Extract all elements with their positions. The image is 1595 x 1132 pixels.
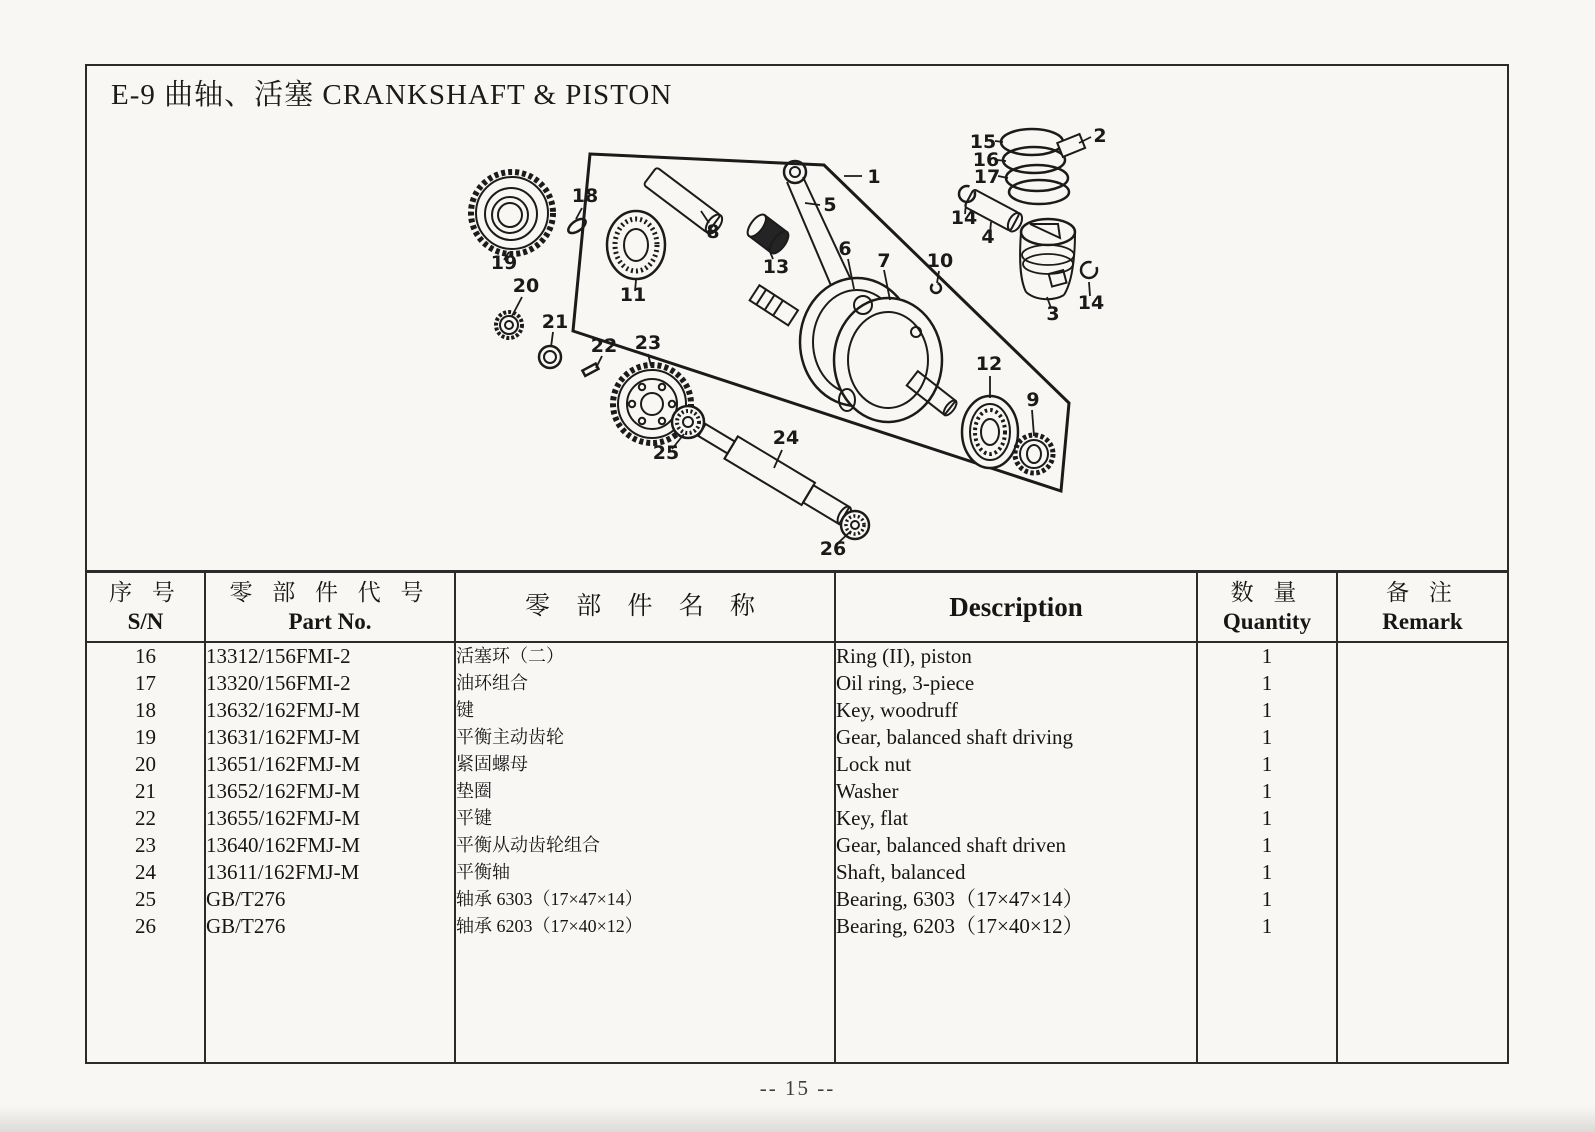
cell-part_no: 13631/162FMJ-M (205, 724, 455, 751)
bearing-12 (962, 396, 1018, 468)
cell-sn: 21 (87, 778, 205, 805)
callout-16: 16 (972, 149, 1000, 171)
cell-empty (835, 940, 1197, 1064)
piston-rings-15-16-17 (1001, 129, 1069, 204)
page-title: E-9 曲轴、活塞 CRANKSHAFT & PISTON (111, 79, 673, 111)
cell-part_no: 13640/162FMJ-M (205, 832, 455, 859)
cell-name_cn: 键 (455, 697, 835, 724)
cell-part_no: 13652/162FMJ-M (205, 778, 455, 805)
table-row (87, 886, 1507, 913)
callout-20: 20 (512, 275, 540, 297)
table-row (87, 913, 1507, 940)
cell-part_no: GB/T276 (205, 913, 455, 940)
cell-qty: 1 (1197, 751, 1337, 778)
cell-name_cn: 平衡主动齿轮 (455, 724, 835, 751)
cell-part_no: 13651/162FMJ-M (205, 751, 455, 778)
cell-part_no: GB/T276 (205, 886, 455, 913)
col-header-description-en: Description (949, 591, 1083, 622)
table-row (87, 778, 1507, 805)
table-row (87, 697, 1507, 724)
cell-name_cn: 轴承 6303（17×47×14） (455, 886, 835, 913)
header-row (87, 572, 1507, 643)
circlip-14-right (1081, 262, 1097, 278)
callout-22: 22 (590, 335, 618, 357)
table-row (87, 751, 1507, 778)
page-number: -- 15 -- (759, 1076, 836, 1100)
cell-name_cn: 活塞环（二） (455, 642, 835, 670)
callout-13: 13 (762, 256, 790, 278)
col-header-sn-en: S/N (127, 608, 164, 634)
parts-table (87, 570, 1507, 1064)
cell-qty: 1 (1197, 724, 1337, 751)
cell-description: Ring (II), piston (835, 642, 1197, 670)
table-row (87, 805, 1507, 832)
cell-qty: 1 (1197, 913, 1337, 940)
cell-sn: 18 (87, 697, 205, 724)
callout-2: 2 (1093, 125, 1107, 147)
callout-19: 19 (490, 252, 518, 274)
callout-7: 7 (877, 250, 891, 272)
callout-3: 3 (1046, 303, 1060, 325)
cell-remark (1337, 751, 1507, 778)
cell-remark (1337, 724, 1507, 751)
col-header-name (455, 572, 835, 643)
table-row (87, 832, 1507, 859)
cell-empty (87, 940, 205, 1064)
cell-description: Gear, balanced shaft driving (835, 724, 1197, 751)
col-header-partno-en: Part No. (288, 608, 372, 634)
cell-qty: 1 (1197, 832, 1337, 859)
cell-qty: 1 (1197, 697, 1337, 724)
lock-nut-20 (496, 312, 522, 338)
cell-name_cn: 平键 (455, 805, 835, 832)
callout-21: 21 (541, 311, 569, 333)
callout-25: 25 (652, 442, 680, 464)
col-header-name-cn: 零 部 件 名 称 (524, 593, 765, 621)
cell-sn: 25 (87, 886, 205, 913)
flat-key-22 (582, 364, 598, 376)
callout-5: 5 (823, 194, 837, 216)
piston-3 (1020, 219, 1075, 299)
cell-qty: 1 (1197, 642, 1337, 670)
cell-remark (1337, 778, 1507, 805)
clip-10 (931, 283, 941, 293)
col-header-partno (205, 572, 455, 643)
bearing-26 (841, 511, 869, 539)
parts-table-body (87, 642, 1507, 1064)
cell-remark (1337, 697, 1507, 724)
cell-description: Bearing, 6203（17×40×12） (835, 913, 1197, 940)
callout-24: 24 (772, 427, 800, 449)
cell-empty (205, 940, 455, 1064)
cell-empty (455, 940, 835, 1064)
col-header-quantity (1197, 572, 1337, 643)
callout-10: 10 (926, 250, 954, 272)
callout-8: 8 (706, 221, 720, 243)
cell-description: Lock nut (835, 751, 1197, 778)
cell-part_no: 13312/156FMI-2 (205, 642, 455, 670)
cell-description: Bearing, 6303（17×47×14） (835, 886, 1197, 913)
table-row (87, 670, 1507, 697)
cell-remark (1337, 913, 1507, 940)
filler-row (87, 940, 1507, 1064)
cell-sn: 23 (87, 832, 205, 859)
cell-description: Shaft, balanced (835, 859, 1197, 886)
callout-12: 12 (975, 353, 1003, 375)
cell-remark (1337, 859, 1507, 886)
col-header-sn (87, 572, 205, 643)
cell-name_cn: 紧固螺母 (455, 751, 835, 778)
washer-21 (539, 346, 561, 368)
cell-qty: 1 (1197, 805, 1337, 832)
callout-17: 17 (973, 166, 1001, 188)
callout-18: 18 (571, 185, 599, 207)
cell-name_cn: 轴承 6203（17×40×12） (455, 913, 835, 940)
cell-description: Key, flat (835, 805, 1197, 832)
cell-description: Gear, balanced shaft driven (835, 832, 1197, 859)
diagram-parts (471, 129, 1097, 543)
diagram-callouts (491, 125, 1107, 560)
cell-name_cn: 平衡从动齿轮组合 (455, 832, 835, 859)
cell-description: Washer (835, 778, 1197, 805)
cell-part_no: 13611/162FMJ-M (205, 859, 455, 886)
callout-4: 4 (981, 226, 995, 248)
parts-table-wrap (87, 570, 1507, 1062)
cell-qty: 1 (1197, 859, 1337, 886)
col-header-remark-cn: 备 注 (1386, 579, 1459, 605)
col-header-remark-en: Remark (1382, 608, 1463, 634)
cell-sn: 16 (87, 642, 205, 670)
cell-sn: 26 (87, 913, 205, 940)
callout-15: 15 (969, 131, 997, 153)
callout-1: 1 (867, 166, 881, 188)
cell-qty: 1 (1197, 670, 1337, 697)
bearing-11 (607, 211, 665, 279)
callout-6: 6 (838, 238, 852, 260)
cell-remark (1337, 886, 1507, 913)
cell-remark (1337, 832, 1507, 859)
cell-part_no: 13632/162FMJ-M (205, 697, 455, 724)
cell-sn: 22 (87, 805, 205, 832)
cell-remark (1337, 805, 1507, 832)
page-frame (85, 64, 1509, 1064)
callout-11: 11 (619, 284, 647, 306)
exploded-diagram (432, 92, 1132, 572)
callout-14: 14 (950, 207, 978, 229)
col-header-remark (1337, 572, 1507, 643)
table-row (87, 859, 1507, 886)
col-header-quantity-cn: 数 量 (1230, 579, 1304, 605)
needle-bearing-13 (744, 212, 792, 257)
cell-sn: 24 (87, 859, 205, 886)
cell-description: Oil ring, 3-piece (835, 670, 1197, 697)
callout-23: 23 (634, 332, 662, 354)
table-row (87, 642, 1507, 670)
callout-26: 26 (819, 538, 847, 560)
col-header-sn-cn: 序 号 (109, 579, 182, 605)
cell-remark (1337, 642, 1507, 670)
cell-name_cn: 垫圈 (455, 778, 835, 805)
cell-name_cn: 平衡轴 (455, 859, 835, 886)
col-header-description (835, 572, 1197, 643)
cell-name_cn: 油环组合 (455, 670, 835, 697)
cell-sn: 20 (87, 751, 205, 778)
cell-part_no: 13655/162FMJ-M (205, 805, 455, 832)
woodruff-key-18 (566, 216, 588, 236)
cell-sn: 19 (87, 724, 205, 751)
gear-19 (471, 172, 553, 254)
col-header-quantity-en: Quantity (1222, 608, 1312, 634)
cell-sn: 17 (87, 670, 205, 697)
cell-qty: 1 (1197, 886, 1337, 913)
table-row (87, 724, 1507, 751)
callout-14: 14 (1077, 292, 1105, 314)
cell-qty: 1 (1197, 778, 1337, 805)
cell-empty (1337, 940, 1507, 1064)
cell-description: Key, woodruff (835, 697, 1197, 724)
col-header-partno-cn: 零 部 件 代 号 (229, 579, 431, 605)
gear-9 (1015, 435, 1053, 473)
callout-9: 9 (1026, 389, 1040, 411)
cell-part_no: 13320/156FMI-2 (205, 670, 455, 697)
cell-remark (1337, 670, 1507, 697)
cell-empty (1197, 940, 1337, 1064)
